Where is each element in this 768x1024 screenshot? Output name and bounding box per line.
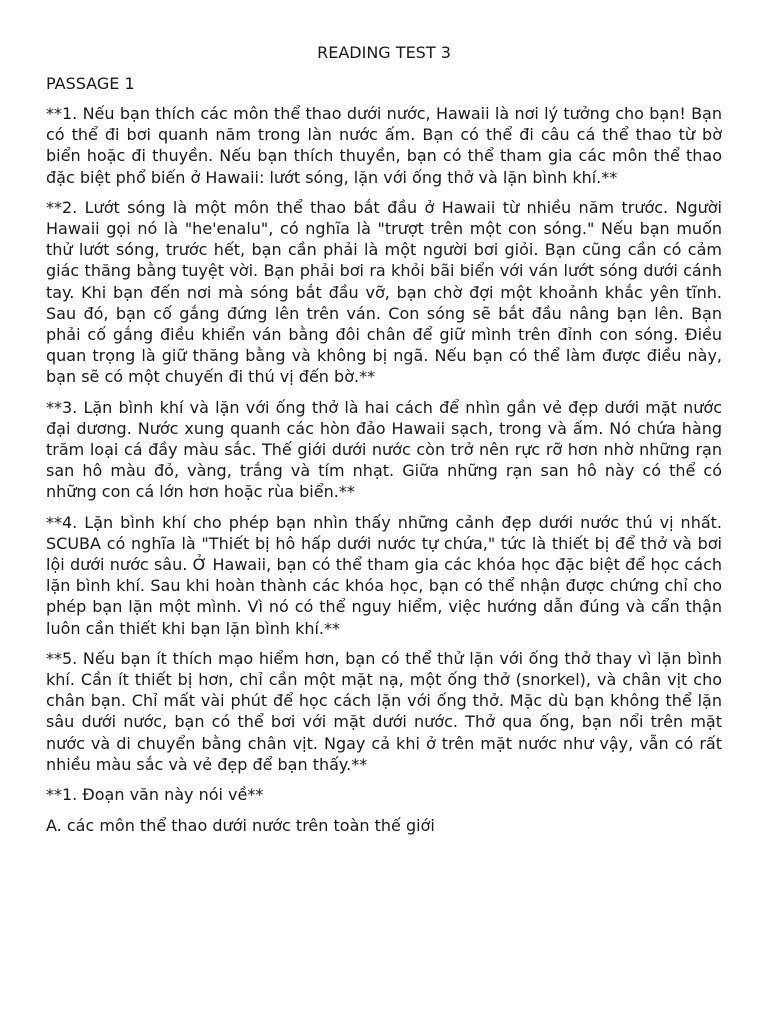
paragraph-2: **2. Lướt sóng là một môn thể thao bắt đầu ở Hawaii từ nhiều năm trước. Người Hawaii gọi nó là "he'enalu", có nghĩa là "trượt trên một con sóng." Nếu bạn muốn thử lướt sóng, trước hết, bạn cần phải là một người bơi giỏi. Bạn cũng cần có cảm giác thăng bằng tuyệt vời. Bạn phải bơi ra khỏi bãi biển với ván lướt sóng dưới cánh tay. Khi bạn đến nơi mà sóng bắt đầu vỡ, bạn chờ đợi một khoảnh khắc yên tĩnh. Sau đó, bạn cố gắng đứng lên trên ván. Con sóng sẽ bắt đầu nâng bạn lên. Bạn phải cố gắng điều khiển ván bằng đôi chân để giữ mình trên đỉnh con sóng. Điều quan trọng là giữ thăng bằng và không bị ngã. Nếu bạn có thể làm được điều này, bạn sẽ có một chuyến đi thú vị đến bờ.** [46, 197, 722, 387]
paragraph-1: **1. Nếu bạn thích các môn thể thao dưới nước, Hawaii là nơi lý tưởng cho bạn! Bạn có thể đi bơi quanh năm trong làn nước ấm. Bạn có thể đi câu cá thể thao từ bờ biển hoặc đi thuyền. Nếu bạn thích thuyền, bạn có thể tham gia các môn thể thao đặc biệt phổ biến ở Hawaii: lướt sóng, lặn với ống thở và lặn bình khí.** [46, 104, 722, 187]
question-1-option-a: A. các môn thể thao dưới nước trên toàn thế giới [46, 816, 435, 836]
document-page [46, 42, 722, 837]
passage-label: PASSAGE 1 [46, 74, 135, 93]
paragraph-5: **5. Nếu bạn ít thích mạo hiểm hơn, bạn có thể thử lặn với ống thở thay vì lặn bình khí. Cần ít thiết bị hơn, chỉ cần một mặt nạ, một ống thở (snorkel), và chân vịt cho chân bạn. Chỉ mất vài phút để học cách lặn với ống thở. Mặc dù bạn không thể lặn sâu dưới nước, bạn có thể bơi với mặt dưới nước. Thở qua ống, bạn nổi trên mặt nước và di chuyển bằng chân vịt. Ngay cả khi ở trên mặt nước như vậy, vẫn có rất nhiều màu sắc và vẻ đẹp để bạn thấy.** [46, 648, 722, 774]
question-1: **1. Đoạn văn này nói về** [46, 785, 264, 805]
page-title: READING TEST 3 [317, 43, 451, 62]
paragraph-4: **4. Lặn bình khí cho phép bạn nhìn thấy những cảnh đẹp dưới nước thú vị nhất. SCUBA có nghĩa là "Thiết bị hô hấp dưới nước tự chứa," tức là thiết bị để thở và bơi lội dưới nước sâu. Ở Hawaii, bạn có thể tham gia các khóa học đặc biệt để học cách lặn bình khí. Sau khi hoàn thành các khóa học, bạn có thể nhận được chứng chỉ cho phép bạn lặn một mình. Vì nó có thể nguy hiểm, việc hướng dẫn đúng và cẩn thận luôn cần thiết khi bạn lặn bình khí.** [46, 512, 722, 638]
paragraph-3: **3. Lặn bình khí và lặn với ống thở là hai cách để nhìn gần vẻ đẹp dưới mặt nước đại dương. Nước xung quanh các hòn đảo Hawaii sạch, trong và ấm. Nó chứa hàng trăm loại cá đầy màu sắc. Thế giới dưới nước còn trở nên rực rỡ hơn nhờ những rạn san hô màu đỏ, vàng, trắng và tím nhạt. Giữa những rạn san hô này có thể có những con cá lớn hơn hoặc rùa biển.** [46, 397, 722, 502]
